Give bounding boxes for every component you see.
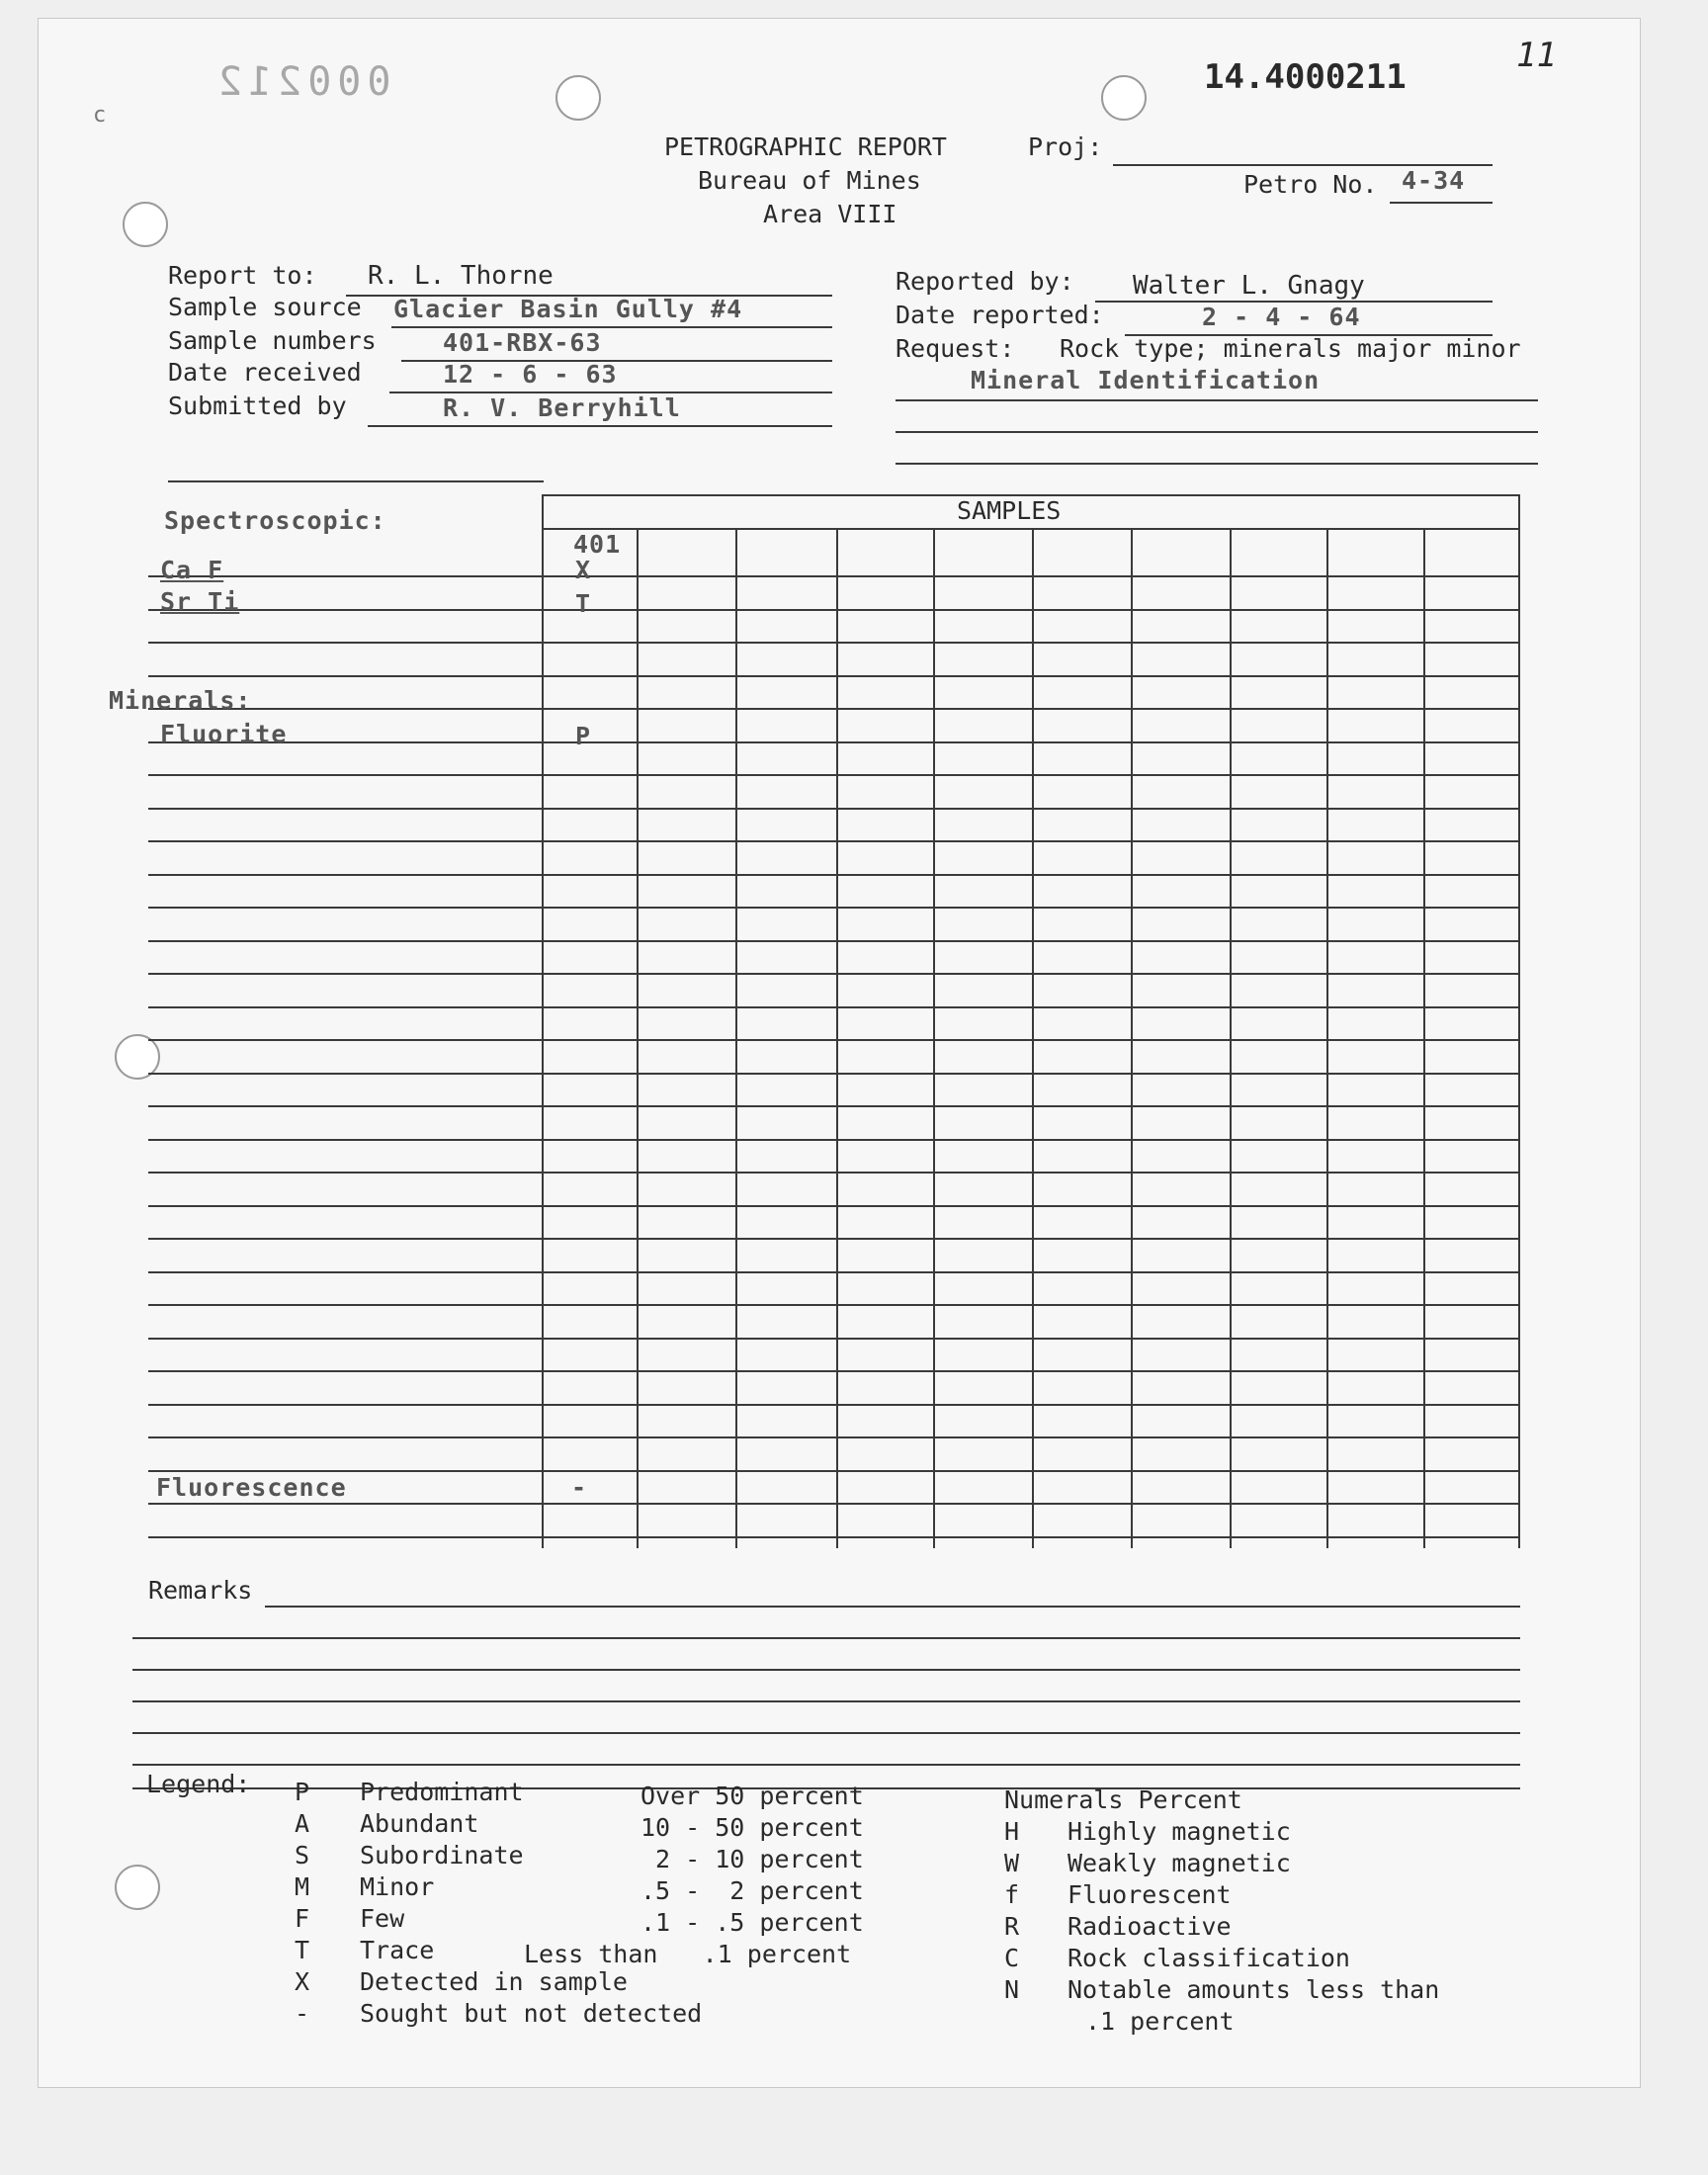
legend-name: Subordinate bbox=[360, 1841, 524, 1870]
mineral-row-value: P bbox=[575, 722, 592, 750]
legend-right-code: R bbox=[1004, 1912, 1020, 1941]
spectro-row-value: X bbox=[575, 556, 592, 584]
grid-row-line bbox=[148, 1304, 1520, 1306]
punch-hole-top-left bbox=[555, 75, 601, 121]
agency-name: Bureau of Mines bbox=[698, 166, 921, 195]
grid-column-line bbox=[836, 528, 838, 1548]
request-line-3 bbox=[896, 463, 1538, 465]
date-received-value: 12 - 6 - 63 bbox=[443, 360, 618, 389]
legend-right-name: Highly magnetic bbox=[1068, 1817, 1291, 1846]
remarks-line bbox=[132, 1700, 1520, 1702]
submitted-by-underline bbox=[368, 425, 832, 427]
legend-right-code: H bbox=[1004, 1817, 1020, 1846]
spectro-row-label: Sr Ti bbox=[160, 587, 240, 616]
grid-row-line bbox=[148, 708, 1520, 710]
grid-row-line bbox=[148, 1006, 1520, 1008]
legend-code: X bbox=[295, 1967, 310, 1996]
grid-row-line bbox=[148, 1105, 1520, 1107]
report-to-label: Report to: bbox=[168, 261, 317, 290]
legend-name: Minor bbox=[360, 1872, 435, 1901]
grid-column-line bbox=[1230, 528, 1232, 1548]
legend-right-code: f bbox=[1004, 1880, 1020, 1909]
mirrored-stamp-number: 000212 bbox=[213, 59, 391, 105]
grid-row-line bbox=[148, 575, 1520, 577]
legend-right-code: W bbox=[1004, 1849, 1020, 1877]
legend-amount: 10 - 50 percent bbox=[640, 1813, 864, 1842]
grid-row-line bbox=[148, 1238, 1520, 1240]
fluorescence-label: Fluorescence bbox=[156, 1473, 347, 1502]
grid-column-line bbox=[1326, 528, 1328, 1548]
grid-row-line bbox=[148, 1205, 1520, 1207]
legend-right-name: Fluorescent bbox=[1068, 1880, 1232, 1909]
sample-numbers-value: 401-RBX-63 bbox=[443, 328, 602, 357]
remarks-line bbox=[132, 1637, 1520, 1639]
remarks-line bbox=[265, 1606, 1520, 1608]
request-line-2 bbox=[896, 431, 1538, 433]
grid-row-line bbox=[148, 774, 1520, 776]
legend-code: A bbox=[295, 1809, 310, 1838]
legend-name: Abundant bbox=[360, 1809, 479, 1838]
remarks-line bbox=[132, 1732, 1520, 1734]
legend-name: Predominant bbox=[360, 1778, 524, 1806]
legend-code: F bbox=[295, 1904, 310, 1933]
samples-header: SAMPLES bbox=[957, 496, 1062, 525]
grid-row-line bbox=[148, 1470, 1520, 1472]
reported-by-value: Walter L. Gnagy bbox=[1133, 271, 1365, 301]
grid-row-line bbox=[148, 1039, 1520, 1041]
grid-column-line bbox=[735, 528, 737, 1548]
petro-underline bbox=[1390, 202, 1493, 204]
grid-row-line bbox=[148, 1436, 1520, 1438]
date-reported-label: Date reported: bbox=[896, 301, 1104, 329]
grid-row-line bbox=[148, 609, 1520, 611]
grid-right-border bbox=[1518, 494, 1520, 1548]
minerals-label: Minerals: bbox=[109, 686, 252, 715]
legend-code: T bbox=[295, 1936, 310, 1964]
corner-mark: c bbox=[93, 103, 107, 128]
mineral-row-label: Fluorite bbox=[160, 720, 288, 748]
grid-row-line bbox=[148, 1338, 1520, 1340]
sample-column-401: 401 bbox=[573, 530, 622, 559]
grid-row-line bbox=[148, 1503, 1520, 1505]
grid-row-line bbox=[148, 973, 1520, 975]
legend-name: Detected in sample bbox=[360, 1967, 628, 1996]
legend-code: - bbox=[295, 1999, 310, 2028]
legend-code: P bbox=[295, 1778, 310, 1806]
grid-row-line bbox=[148, 840, 1520, 842]
submitted-by-value: R. V. Berryhill bbox=[443, 393, 681, 422]
grid-row-line bbox=[148, 1536, 1520, 1538]
proj-label: Proj: bbox=[1028, 132, 1103, 161]
grid-row-line bbox=[148, 675, 1520, 677]
legend-name: Trace bbox=[360, 1936, 435, 1964]
sample-source-value: Glacier Basin Gully #4 bbox=[393, 295, 743, 323]
request-label: Request: bbox=[896, 334, 1015, 363]
remarks-line bbox=[132, 1764, 1520, 1766]
request-line-1 bbox=[896, 399, 1538, 401]
area-label: Area VIII bbox=[763, 200, 897, 228]
request-detail: Mineral Identification bbox=[971, 366, 1321, 394]
reported-by-label: Reported by: bbox=[896, 267, 1074, 296]
punch-hole-top-right bbox=[1101, 75, 1147, 121]
punch-hole-left-1 bbox=[123, 202, 168, 247]
grid-row-line bbox=[148, 1073, 1520, 1075]
spectro-row-label: Ca F bbox=[160, 556, 224, 584]
date-reported-value: 2 - 4 - 64 bbox=[1202, 303, 1361, 331]
legend-code: M bbox=[295, 1872, 310, 1901]
grid-row-line bbox=[148, 940, 1520, 942]
grid-row-line bbox=[148, 1139, 1520, 1141]
legend-name: Sought but not detected bbox=[360, 1999, 703, 2028]
legend-amount: .5 - 2 percent bbox=[640, 1876, 864, 1905]
grid-header-line bbox=[542, 528, 1520, 530]
legend-code: S bbox=[295, 1841, 310, 1870]
grid-row-line bbox=[148, 808, 1520, 810]
grid-row-line bbox=[148, 1370, 1520, 1372]
legend-right-name: Radioactive bbox=[1068, 1912, 1232, 1941]
legend-amount: Less than .1 percent bbox=[524, 1940, 852, 1968]
petro-value: 4-34 bbox=[1402, 166, 1466, 195]
punch-hole-left-3 bbox=[115, 1865, 160, 1910]
legend-right-code: N bbox=[1004, 1975, 1020, 2004]
sample-numbers-label: Sample numbers bbox=[168, 326, 377, 355]
legend-amount: .1 - .5 percent bbox=[640, 1908, 864, 1937]
document-number-stamp: 14.4000211 bbox=[1204, 57, 1407, 97]
spectroscopic-label: Spectroscopic: bbox=[164, 506, 386, 535]
legend-amount: Over 50 percent bbox=[640, 1782, 864, 1810]
remarks-label: Remarks bbox=[148, 1576, 253, 1605]
legend-name: Few bbox=[360, 1904, 405, 1933]
fluorescence-value: - bbox=[571, 1473, 588, 1502]
legend-label: Legend: bbox=[146, 1770, 251, 1798]
grid-row-line bbox=[148, 642, 1520, 644]
remarks-line bbox=[132, 1669, 1520, 1671]
grid-row-line bbox=[148, 1172, 1520, 1174]
grid-row-line bbox=[148, 741, 1520, 743]
grid-column-line bbox=[1423, 528, 1425, 1548]
date-received-label: Date received bbox=[168, 358, 362, 387]
grid-column-line bbox=[1131, 528, 1133, 1548]
grid-left-top-line bbox=[168, 480, 544, 482]
grid-label-divider bbox=[542, 494, 544, 1548]
grid-row-line bbox=[148, 1271, 1520, 1273]
grid-column-line bbox=[933, 528, 935, 1548]
request-text: Rock type; minerals major minor bbox=[1060, 334, 1521, 363]
report-title: PETROGRAPHIC REPORT bbox=[664, 132, 947, 161]
grid-row-line bbox=[148, 874, 1520, 876]
grid-row-line bbox=[148, 907, 1520, 909]
sample-source-label: Sample source bbox=[168, 293, 362, 321]
legend-right-code: C bbox=[1004, 1944, 1020, 1972]
grid-row-line bbox=[148, 1404, 1520, 1406]
petro-label: Petro No. bbox=[1243, 170, 1378, 199]
page-mark: 11 bbox=[1516, 36, 1557, 75]
grid-column-line bbox=[1032, 528, 1034, 1548]
submitted-by-label: Submitted by bbox=[168, 392, 347, 420]
legend-right-name: Notable amounts less than bbox=[1068, 1975, 1440, 2004]
grid-column-line bbox=[637, 528, 639, 1548]
legend-right-name: Rock classification bbox=[1068, 1944, 1350, 1972]
spectro-row-value: T bbox=[575, 589, 592, 618]
legend-right-tail: .1 percent bbox=[1085, 2007, 1235, 2036]
report-to-value: R. L. Thorne bbox=[368, 261, 554, 291]
legend-amount: 2 - 10 percent bbox=[640, 1845, 864, 1873]
legend-right-header: Numerals Percent bbox=[1004, 1785, 1242, 1814]
legend-right-name: Weakly magnetic bbox=[1068, 1849, 1291, 1877]
